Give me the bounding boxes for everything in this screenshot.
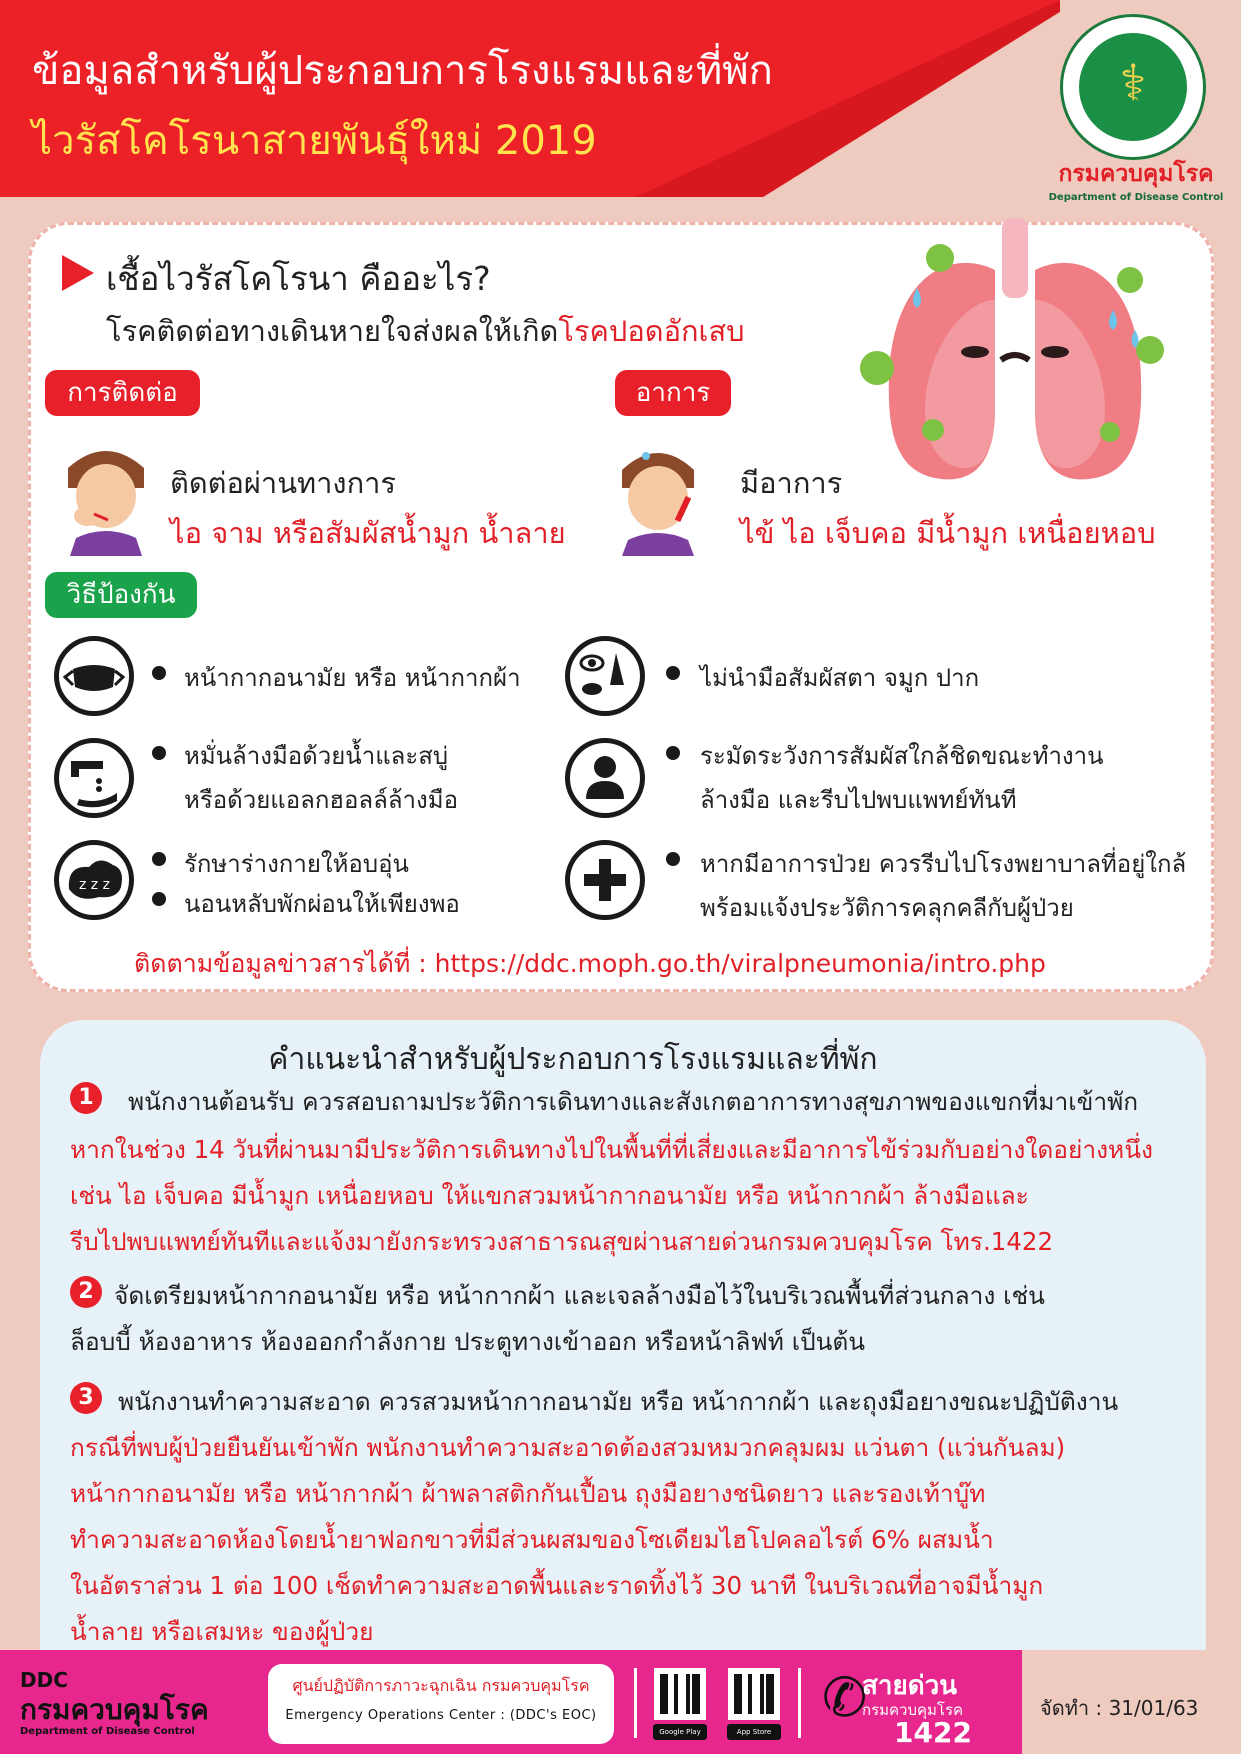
- advice-3-line5: ในอัตราส่วน 1 ต่อ 100 เช็ดทำความสะอาดพื้นและราดทิ้งไว้ 30 นาที ในบริเวณที่อาจมีน้ำมูก: [70, 1571, 1044, 1600]
- eye-nose-mouth-icon: [565, 636, 645, 716]
- hotline-number[interactable]: 1422: [894, 1716, 972, 1749]
- page-title: ข้อมูลสำหรับผู้ประกอบการโรงแรมและที่พัก: [32, 48, 773, 94]
- bullet: [152, 746, 166, 760]
- symptoms-line1: มีอาการ: [740, 466, 843, 500]
- transmission-line2: ไอ จาม หรือสัมผัสน้ำมูก น้ำลาย: [170, 516, 566, 550]
- department-name-en: Department of Disease Control: [1048, 192, 1224, 203]
- divider: [798, 1668, 801, 1738]
- advice-3-line3: หน้ากากอนามัย หรือ หน้ากากผ้า ผ้าพลาสติกกันเปื้อน ถุงมือยางชนิดยาว และรองเท้าบู๊ท: [70, 1479, 986, 1508]
- hotline-org: กรมควบคุมโรค: [862, 1701, 964, 1719]
- prevention-item-3-line1: หมั่นล้างมือด้วยน้ำและสบู่: [184, 742, 449, 770]
- prevention-item-2-line1: ไม่นำมือสัมผัสตา จมูก ปาก: [700, 664, 980, 692]
- virus-question: เชื้อไวรัสโคโรนา คืออะไร?: [106, 259, 491, 298]
- play-triangle-icon: [62, 255, 94, 291]
- transmission-tag: การติดต่อ: [45, 370, 200, 416]
- prevention-item-6-line2: พร้อมแจ้งประวัติการคลุกคลีกับผู้ป่วย: [700, 894, 1074, 922]
- symptoms-line2: ไข้ ไอ เจ็บคอ มีน้ำมูก เหนื่อยหอบ: [740, 516, 1156, 550]
- sleep-icon: [54, 840, 134, 920]
- answer-highlight: โรคปอดอักเสบ: [558, 314, 745, 348]
- virus-answer: โรคติดต่อทางเดินหายใจส่งผลให้เกิดโรคปอดอักเสบ: [106, 314, 745, 348]
- follow-url-link[interactable]: https://ddc.moph.go.th/viralpneumonia/intro.php: [434, 949, 1046, 978]
- bullet: [666, 746, 680, 760]
- sleep-glyph: z z z: [79, 877, 110, 893]
- prevention-tag: วิธีป้องกัน: [45, 572, 197, 618]
- prevention-item-1-line1: หน้ากากอนามัย หรือ หน้ากากผ้า: [184, 664, 521, 692]
- advice-title: คำแนะนำสำหรับผู้ประกอบการโรงแรมและที่พัก: [268, 1042, 878, 1077]
- prevention-item-5-line1: รักษาร่างกายให้อบอุ่น: [184, 850, 409, 878]
- sick-person-icon: [610, 440, 706, 556]
- ministry-seal-icon: ⚕: [1060, 14, 1206, 160]
- made-date: จัดทำ : 31/01/63: [1040, 1696, 1199, 1720]
- item-number-badge: 1: [70, 1082, 102, 1114]
- ddc-abbr: DDC: [20, 1668, 68, 1692]
- advice-2-line1: จัดเตรียมหน้ากากอนามัย หรือ หน้ากากผ้า และเจลล้างมือไว้ในบริเวณพื้นที่ส่วนกลาง เช่น: [114, 1281, 1045, 1310]
- follow-info: ติดตามข้อมูลข่าวสารได้ที่ : https://ddc.moph.go.th/viralpneumonia/intro.php: [134, 949, 1046, 978]
- advice-3-line6: น้ำลาย หรือเสมหะ ของผู้ป่วย: [70, 1617, 374, 1646]
- mask-icon: [54, 636, 134, 716]
- department-name-th: กรมควบคุมโรค: [1058, 161, 1214, 187]
- eoc-name-th: ศูนย์ปฏิบัติการภาวะฉุกเฉิน กรมควบคุมโรค: [292, 1676, 590, 1695]
- prevention-item-6-line1: หากมีอาการป่วย ควรรีบไปโรงพยาบาลที่อยู่ใกล้: [700, 850, 1187, 878]
- medical-cross-icon: [565, 840, 645, 920]
- prevention-item-4-line1: ระมัดระวังการสัมผัสใกล้ชิดขณะทำงาน: [700, 742, 1104, 770]
- google-play-badge[interactable]: Google Play: [653, 1724, 707, 1740]
- ddc-english-name: Department of Disease Control: [20, 1726, 195, 1737]
- prevention-item-4-line2: ล้างมือ และรีบไปพบแพทย์ทันที: [700, 786, 1017, 814]
- person-icon: [565, 738, 645, 818]
- coughing-person-icon: [58, 438, 154, 556]
- qr-code-app-store[interactable]: [728, 1668, 780, 1720]
- advice-3-line4: ทำความสะอาดห้องโดยน้ำยาฟอกขาวที่มีส่วนผสมของโซเดียมไฮโปคลอไรต์ 6% ผสมน้ำ: [70, 1525, 994, 1554]
- symptoms-tag: อาการ: [615, 370, 731, 416]
- advice-1-line4: รีบไปพบแพทย์ทันทีและแจ้งมายังกระทรวงสาธารณสุขผ่านสายด่วนกรมควบคุมโรค โทร.1422: [70, 1227, 1054, 1256]
- qr-code-google-play[interactable]: [654, 1668, 706, 1720]
- app-store-badge[interactable]: App Store: [727, 1724, 781, 1740]
- divider: [634, 1668, 637, 1738]
- ddc-logo-text: กรมควบคุมโรค: [20, 1693, 209, 1726]
- transmission-line1: ติดต่อผ่านทางการ: [170, 466, 396, 500]
- advice-1-line3: เช่น ไอ เจ็บคอ มีน้ำมูก เหนื่อยหอบ ให้แขกสวมหน้ากากอนามัย หรือ หน้ากากผ้า ล้างมือและ: [70, 1181, 1029, 1210]
- prevention-item-5-line2: นอนหลับพักผ่อนให้เพียงพอ: [184, 890, 460, 918]
- item-number-badge: 2: [70, 1276, 102, 1308]
- advice-2-line2: ล็อบบี้ ห้องอาหาร ห้องออกกำลังกาย ประตูทางเข้าออก หรือหน้าลิฟท์ เป็นต้น: [70, 1327, 866, 1356]
- advice-3-line2: กรณีที่พบผู้ป่วยยืนยันเข้าพัก พนักงานทำความสะอาดต้องสวมหมวกคลุมผม แว่นตา (แว่นกันลม): [70, 1433, 1066, 1462]
- bullet: [152, 892, 166, 906]
- page-subtitle: ไวรัสโคโรนาสายพันธุ์ใหม่ 2019: [32, 118, 597, 164]
- lungs-illustration: [845, 210, 1185, 500]
- hand-wash-icon: [54, 738, 134, 818]
- phone-icon: ✆: [822, 1666, 868, 1729]
- bullet: [152, 666, 166, 680]
- advice-1-line2: หากในช่วง 14 วันที่ผ่านมามีประวัติการเดินทางไปในพื้นที่ที่เสี่ยงและมีอาการไข้ร่วมกับอย่างใดอย่างหนึ่ง: [70, 1135, 1153, 1164]
- bullet: [152, 852, 166, 866]
- advice-1-line1: พนักงานต้อนรับ ควรสอบถามประวัติการเดินทางและสังเกตอาการทางสุขภาพของแขกที่มาเข้าพัก: [128, 1087, 1139, 1116]
- hotline-label: สายด่วน: [862, 1671, 957, 1701]
- bullet: [666, 666, 680, 680]
- item-number-badge: 3: [70, 1382, 102, 1414]
- prevention-item-3-line2: หรือด้วยแอลกฮอลล์ล้างมือ: [184, 786, 458, 814]
- bullet: [666, 852, 680, 866]
- advice-3-line1: พนักงานทำความสะอาด ควรสวมหน้ากากอนามัย หรือ หน้ากากผ้า และถุงมือยางขณะปฏิบัติงาน: [118, 1387, 1119, 1416]
- eoc-name-en: Emergency Operations Center : (DDC's EOC): [285, 1708, 597, 1723]
